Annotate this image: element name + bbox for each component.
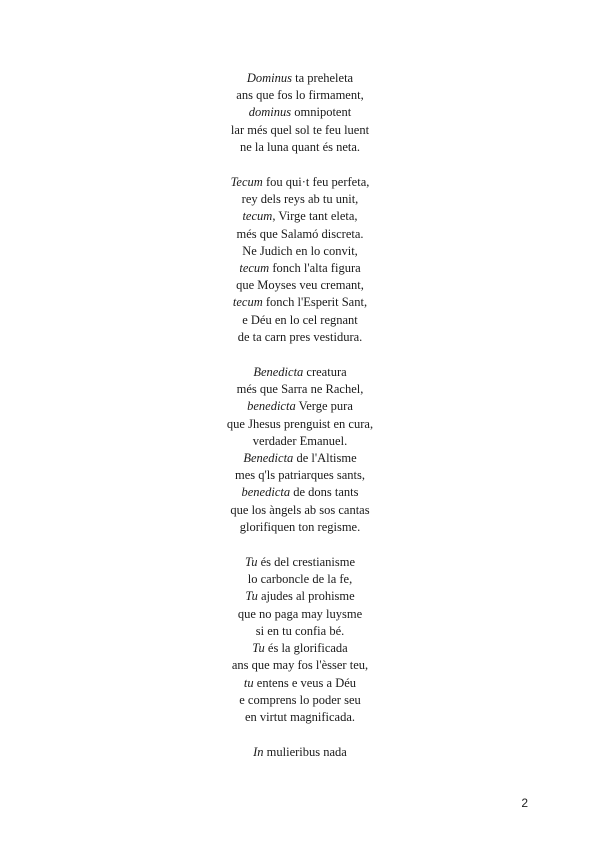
latin-word: In: [253, 745, 264, 760]
line-text: és del crestianisme: [257, 555, 356, 570]
line-text: glorifiquen ton regisme.: [239, 519, 361, 534]
line-text: fou qui·t feu perfeta,: [262, 175, 370, 190]
poem-line: [0, 277, 600, 294]
stanza: [0, 744, 600, 761]
poem-line: [0, 398, 600, 415]
line-text: Verge pura: [295, 399, 353, 414]
line-text: creatura: [303, 365, 347, 380]
latin-word: Benedicta: [243, 451, 294, 466]
latin-word: Tu: [244, 555, 258, 570]
line-text: fonch l'alta figura: [269, 261, 361, 276]
poem-line: [0, 467, 600, 484]
stanza: [0, 174, 600, 346]
line-text: e comprens lo poder seu: [239, 692, 361, 707]
poem-line: [0, 294, 600, 311]
poem-line: [0, 502, 600, 519]
line-text: que Jhesus prenguist en cura,: [226, 416, 374, 431]
stanza: [0, 70, 600, 156]
latin-word: Tu: [252, 641, 265, 656]
stanza: [0, 554, 600, 726]
poem-line: [0, 122, 600, 139]
poem-line: [0, 554, 600, 571]
line-text: de l'Altisme: [293, 451, 357, 466]
latin-word: Benedicta: [253, 365, 304, 380]
poem-line: [0, 484, 600, 501]
line-text: ta preheleta: [292, 71, 354, 85]
poem-line: [0, 243, 600, 260]
latin-word: tecum: [239, 261, 270, 276]
poem: [0, 70, 600, 779]
poem-line: [0, 226, 600, 243]
latin-word: tu: [243, 675, 254, 690]
poem-line: [0, 657, 600, 674]
line-text: que los àngels ab sos cantas: [230, 502, 370, 517]
line-text: ne la luna quant és neta.: [239, 139, 361, 154]
latin-word: tecum: [232, 295, 263, 310]
latin-word: Dominus: [246, 71, 293, 85]
page-number: 2: [521, 796, 528, 810]
line-text: e Déu en lo cel regnant: [242, 312, 358, 327]
poem-line: [0, 433, 600, 450]
poem-line: [0, 692, 600, 709]
stanza: [0, 364, 600, 536]
latin-word: benedicta: [241, 485, 291, 500]
line-text: entens e veus a Déu: [253, 675, 357, 690]
line-text: , Virge tant eleta,: [272, 209, 358, 224]
poem-line: [0, 174, 600, 191]
poem-line: [0, 623, 600, 640]
latin-word: Tu: [245, 589, 258, 604]
poem-line: [0, 606, 600, 623]
poem-line: [0, 709, 600, 726]
poem-line: [0, 104, 600, 121]
line-text: si en tu confia bé.: [255, 623, 345, 638]
poem-line: [0, 364, 600, 381]
line-text: lo carboncle de la fe,: [247, 572, 353, 587]
poem-line: [0, 329, 600, 346]
line-text: que Moyses veu cremant,: [236, 278, 364, 293]
line-text: més que Salamó discreta.: [236, 226, 364, 241]
poem-line: [0, 571, 600, 588]
poem-line: [0, 450, 600, 467]
line-text: ajudes al prohisme: [257, 589, 355, 604]
latin-word: benedicta: [247, 399, 296, 414]
line-text: omnipotent: [291, 105, 352, 120]
line-text: en virtut magnificada.: [244, 709, 356, 724]
poem-line: [0, 191, 600, 208]
poem-line: [0, 139, 600, 156]
line-text: que no paga may luysme: [237, 606, 363, 621]
latin-word: tecum: [242, 209, 273, 224]
line-text: rey dels reys ab tu unit,: [241, 192, 359, 207]
poem-line: [0, 416, 600, 433]
line-text: és la glorificada: [264, 641, 348, 656]
poem-line: [0, 208, 600, 225]
line-text: més que Sarra ne Rachel,: [236, 382, 364, 397]
poem-line: [0, 312, 600, 329]
poem-line: [0, 588, 600, 605]
line-text: de dons tants: [290, 485, 359, 500]
poem-line: [0, 70, 600, 87]
latin-word: dominus: [248, 105, 292, 120]
line-text: ans que fos lo firmament,: [236, 88, 364, 103]
line-text: verdader Emanuel.: [252, 433, 348, 448]
poem-line: [0, 675, 600, 692]
line-text: mulieribus nada: [263, 745, 347, 760]
poem-line: [0, 640, 600, 657]
poem-line: [0, 87, 600, 104]
poem-line: [0, 260, 600, 277]
line-text: mes q'ls patriarques sants,: [234, 468, 365, 483]
line-text: Ne Judich en lo convit,: [242, 243, 358, 258]
poem-line: [0, 519, 600, 536]
latin-word: Tecum: [230, 175, 263, 190]
poem-line: [0, 381, 600, 398]
line-text: lar més quel sol te feu luent: [230, 122, 370, 137]
line-text: de ta carn pres vestidura.: [237, 329, 363, 344]
line-text: fonch l'Esperit Sant,: [262, 295, 368, 310]
poem-line: [0, 744, 600, 761]
line-text: ans que may fos l'èsser teu,: [231, 658, 369, 673]
